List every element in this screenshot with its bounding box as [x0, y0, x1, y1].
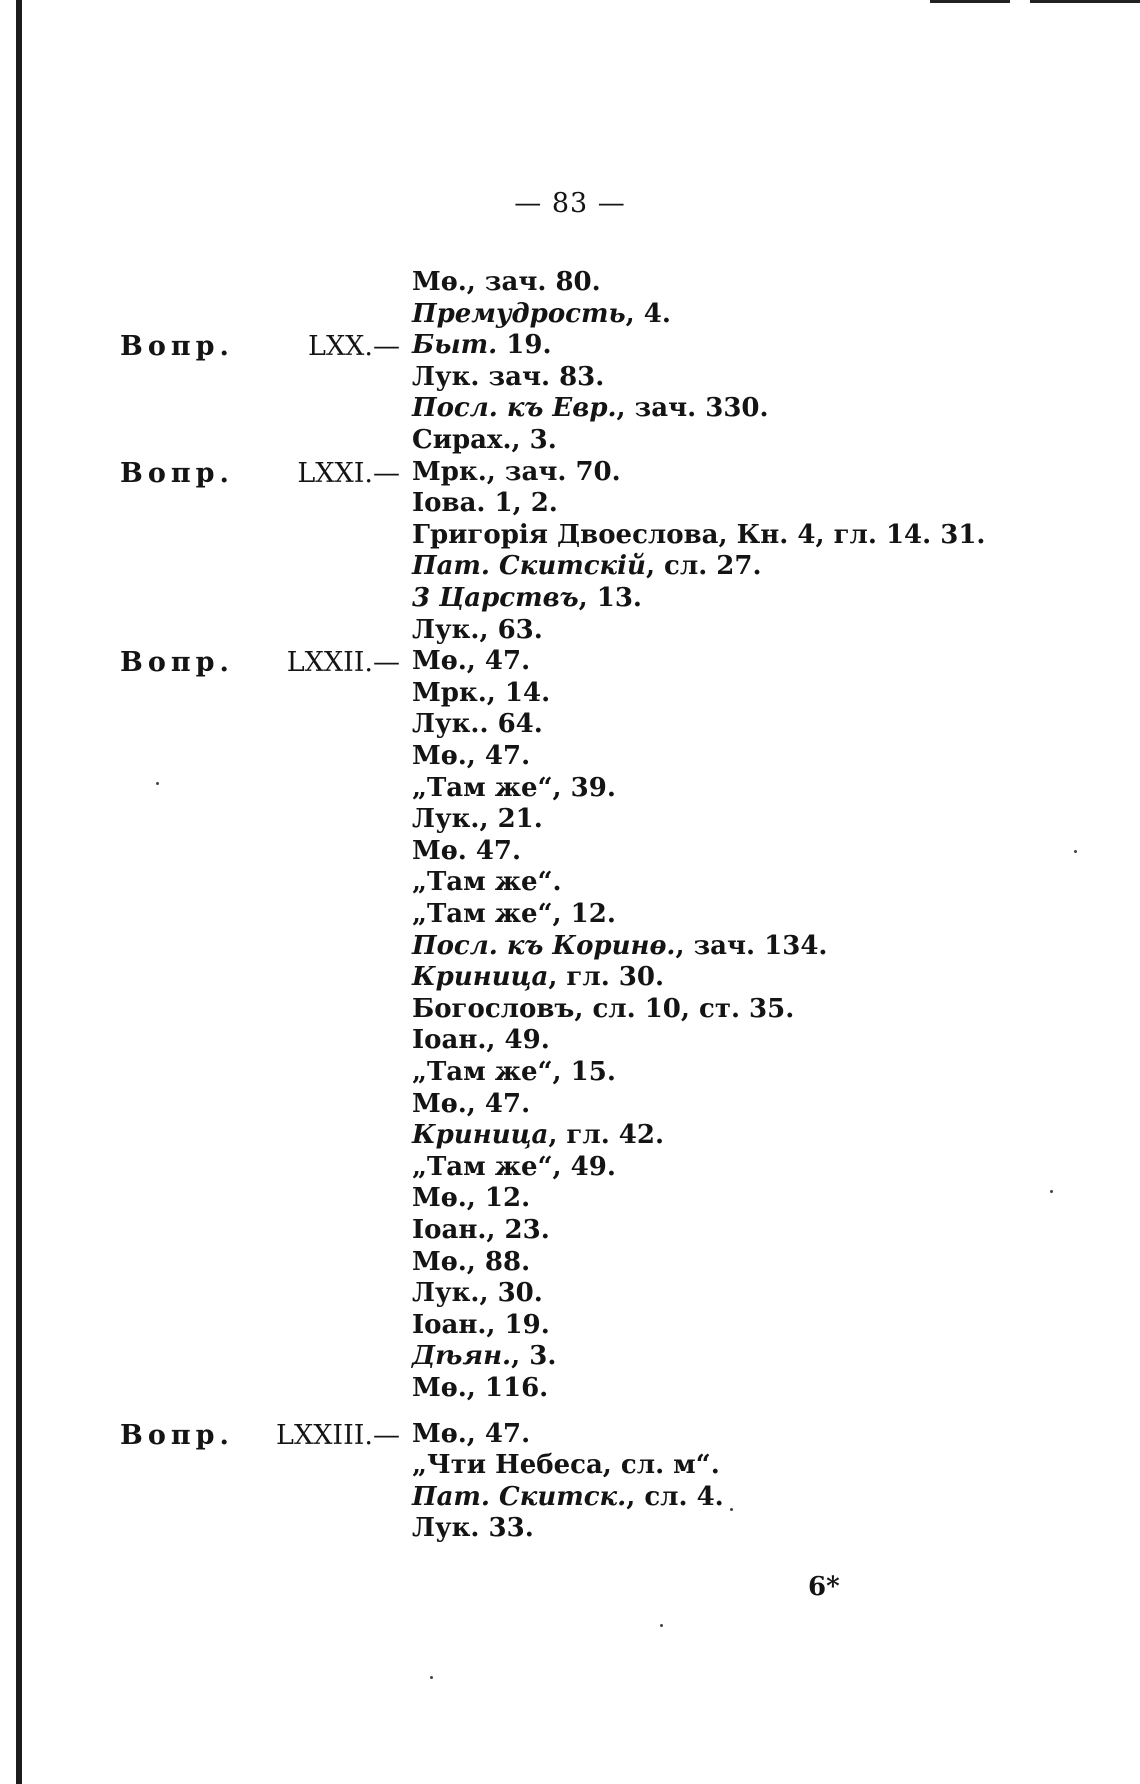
question-label: Вопр.	[120, 647, 234, 679]
reference-line	[412, 520, 985, 551]
scan-speck	[430, 1676, 433, 1679]
reference-title: Пат. Скитск.	[412, 1481, 627, 1512]
reference-title: Премудрость	[412, 298, 626, 329]
reference-title: Пат. Скитскій	[412, 551, 646, 582]
question-label: Вопр.	[120, 457, 234, 489]
question-numeral: LXXIII.—	[276, 1419, 400, 1451]
reference-text: , 3.	[511, 1341, 557, 1372]
reference-title: Посл. къ Коринѳ.	[412, 930, 676, 961]
reference-text: Лук., 30.	[412, 1278, 543, 1309]
page-edge-top	[1030, 0, 1140, 3]
scan-speck	[730, 1508, 733, 1511]
reference-title: Дѣян.	[412, 1341, 512, 1372]
reference-line	[412, 1482, 724, 1513]
reference-text: Сирах., 3.	[412, 425, 557, 455]
reference-text: Мрк., 14.	[412, 677, 551, 708]
scan-speck	[660, 1624, 663, 1627]
reference-text: , сл. 4.	[626, 1481, 724, 1512]
reference-line	[412, 709, 543, 740]
reference-line	[412, 1089, 530, 1120]
reference-text: Лук., 63.	[412, 614, 543, 645]
page-edge-top	[930, 0, 1010, 3]
reference-line	[412, 1247, 530, 1278]
question-numeral: LXX.—	[308, 331, 400, 363]
reference-text: Іоан., 49.	[412, 1025, 550, 1056]
reference-text: , гл. 30.	[548, 962, 665, 993]
reference-text: Мѳ., 47.	[412, 1418, 531, 1449]
reference-line	[412, 362, 604, 393]
reference-line	[412, 962, 664, 993]
signature-mark: 6*	[808, 1572, 840, 1602]
reference-text: „Там же“, 49.	[412, 1151, 616, 1182]
reference-line	[412, 330, 552, 361]
reference-line	[412, 899, 616, 930]
reference-text: Мѳ., 47.	[412, 741, 531, 771]
reference-line	[412, 678, 550, 709]
reference-text: , зач. 330.	[616, 393, 769, 424]
reference-text: , гл. 42.	[548, 1120, 665, 1151]
reference-line	[412, 267, 601, 298]
reference-text: „Там же“, 15.	[412, 1057, 616, 1087]
reference-text: 19.	[497, 330, 552, 361]
reference-line	[412, 393, 769, 424]
reference-line	[412, 1373, 548, 1404]
reference-text: „Там же“, 12.	[412, 899, 616, 929]
reference-line	[412, 551, 762, 582]
reference-line	[412, 1341, 556, 1372]
reference-text: , 4.	[625, 298, 671, 329]
reference-line	[412, 1215, 550, 1246]
reference-text: Мѳ., 47.	[412, 1088, 531, 1119]
reference-line	[412, 931, 827, 962]
reference-line	[412, 425, 557, 456]
question-label: Вопр.	[120, 331, 234, 363]
reference-text: Лук., 21.	[412, 804, 543, 835]
reference-title: Криница	[412, 1120, 549, 1151]
reference-line	[412, 1513, 534, 1544]
reference-text: Мѳ., 47.	[412, 646, 531, 677]
reference-text: Лук. 33.	[412, 1513, 534, 1544]
question-numeral: LXXI.—	[297, 457, 400, 489]
reference-text: , сл. 27.	[645, 551, 762, 582]
reference-line	[412, 994, 794, 1025]
reference-line	[412, 615, 543, 646]
scan-speck	[1074, 850, 1077, 853]
reference-text: „Чти Небеса, сл. м“.	[412, 1450, 720, 1481]
reference-title: Быт.	[412, 330, 498, 361]
reference-text: Лук. зач. 83.	[412, 361, 605, 392]
reference-text: Іоан., 19.	[412, 1309, 550, 1340]
reference-line	[412, 867, 562, 898]
page-edge-shadow	[16, 0, 22, 1784]
reference-line	[412, 1152, 616, 1183]
reference-line	[412, 773, 616, 804]
reference-title: Криница	[412, 962, 549, 993]
reference-line	[412, 646, 530, 677]
reference-line	[412, 741, 530, 772]
reference-line	[412, 488, 558, 519]
reference-title: Посл. къ Евр.	[412, 393, 617, 424]
reference-text: „Там же“, 39.	[412, 772, 616, 803]
reference-line	[412, 804, 543, 835]
scan-speck	[1050, 1190, 1053, 1193]
reference-text: Мѳ., 116.	[412, 1373, 549, 1403]
reference-line	[412, 1057, 616, 1088]
reference-text: Іова. 1, 2.	[412, 488, 558, 519]
reference-text: Мрк., зач. 70.	[412, 456, 621, 487]
reference-text: Іоан., 23.	[412, 1215, 550, 1245]
reference-line	[412, 1310, 550, 1341]
reference-line	[412, 1025, 550, 1056]
reference-line	[412, 836, 521, 867]
reference-text: Лук.. 64.	[412, 709, 543, 740]
reference-line	[412, 1419, 530, 1450]
reference-line	[412, 1450, 720, 1481]
reference-line	[412, 299, 671, 330]
reference-line	[412, 1120, 664, 1151]
reference-text: , зач. 134.	[675, 930, 828, 961]
question-numeral: LXXII.—	[286, 647, 400, 679]
page-number: — 83 —	[514, 188, 626, 219]
reference-line	[412, 1278, 543, 1309]
reference-text: Мѳ., 88.	[412, 1246, 531, 1277]
reference-text: Мѳ., 12.	[412, 1183, 531, 1214]
reference-title: 3 Царствъ	[412, 583, 579, 613]
reference-text: Григорія Двоеслова, Кн. 4, гл. 14. 31.	[412, 519, 986, 550]
reference-text: Мѳ. 47.	[412, 835, 522, 866]
reference-line	[412, 583, 642, 614]
reference-line	[412, 1183, 530, 1214]
reference-text: Богословъ, сл. 10, ст. 35.	[412, 993, 795, 1024]
reference-text: „Там же“.	[412, 867, 562, 898]
reference-line	[412, 457, 621, 488]
scan-speck	[156, 782, 159, 785]
reference-text: Мѳ., зач. 80.	[412, 267, 601, 297]
question-label: Вопр.	[120, 1419, 234, 1451]
reference-text: , 13.	[578, 583, 642, 613]
